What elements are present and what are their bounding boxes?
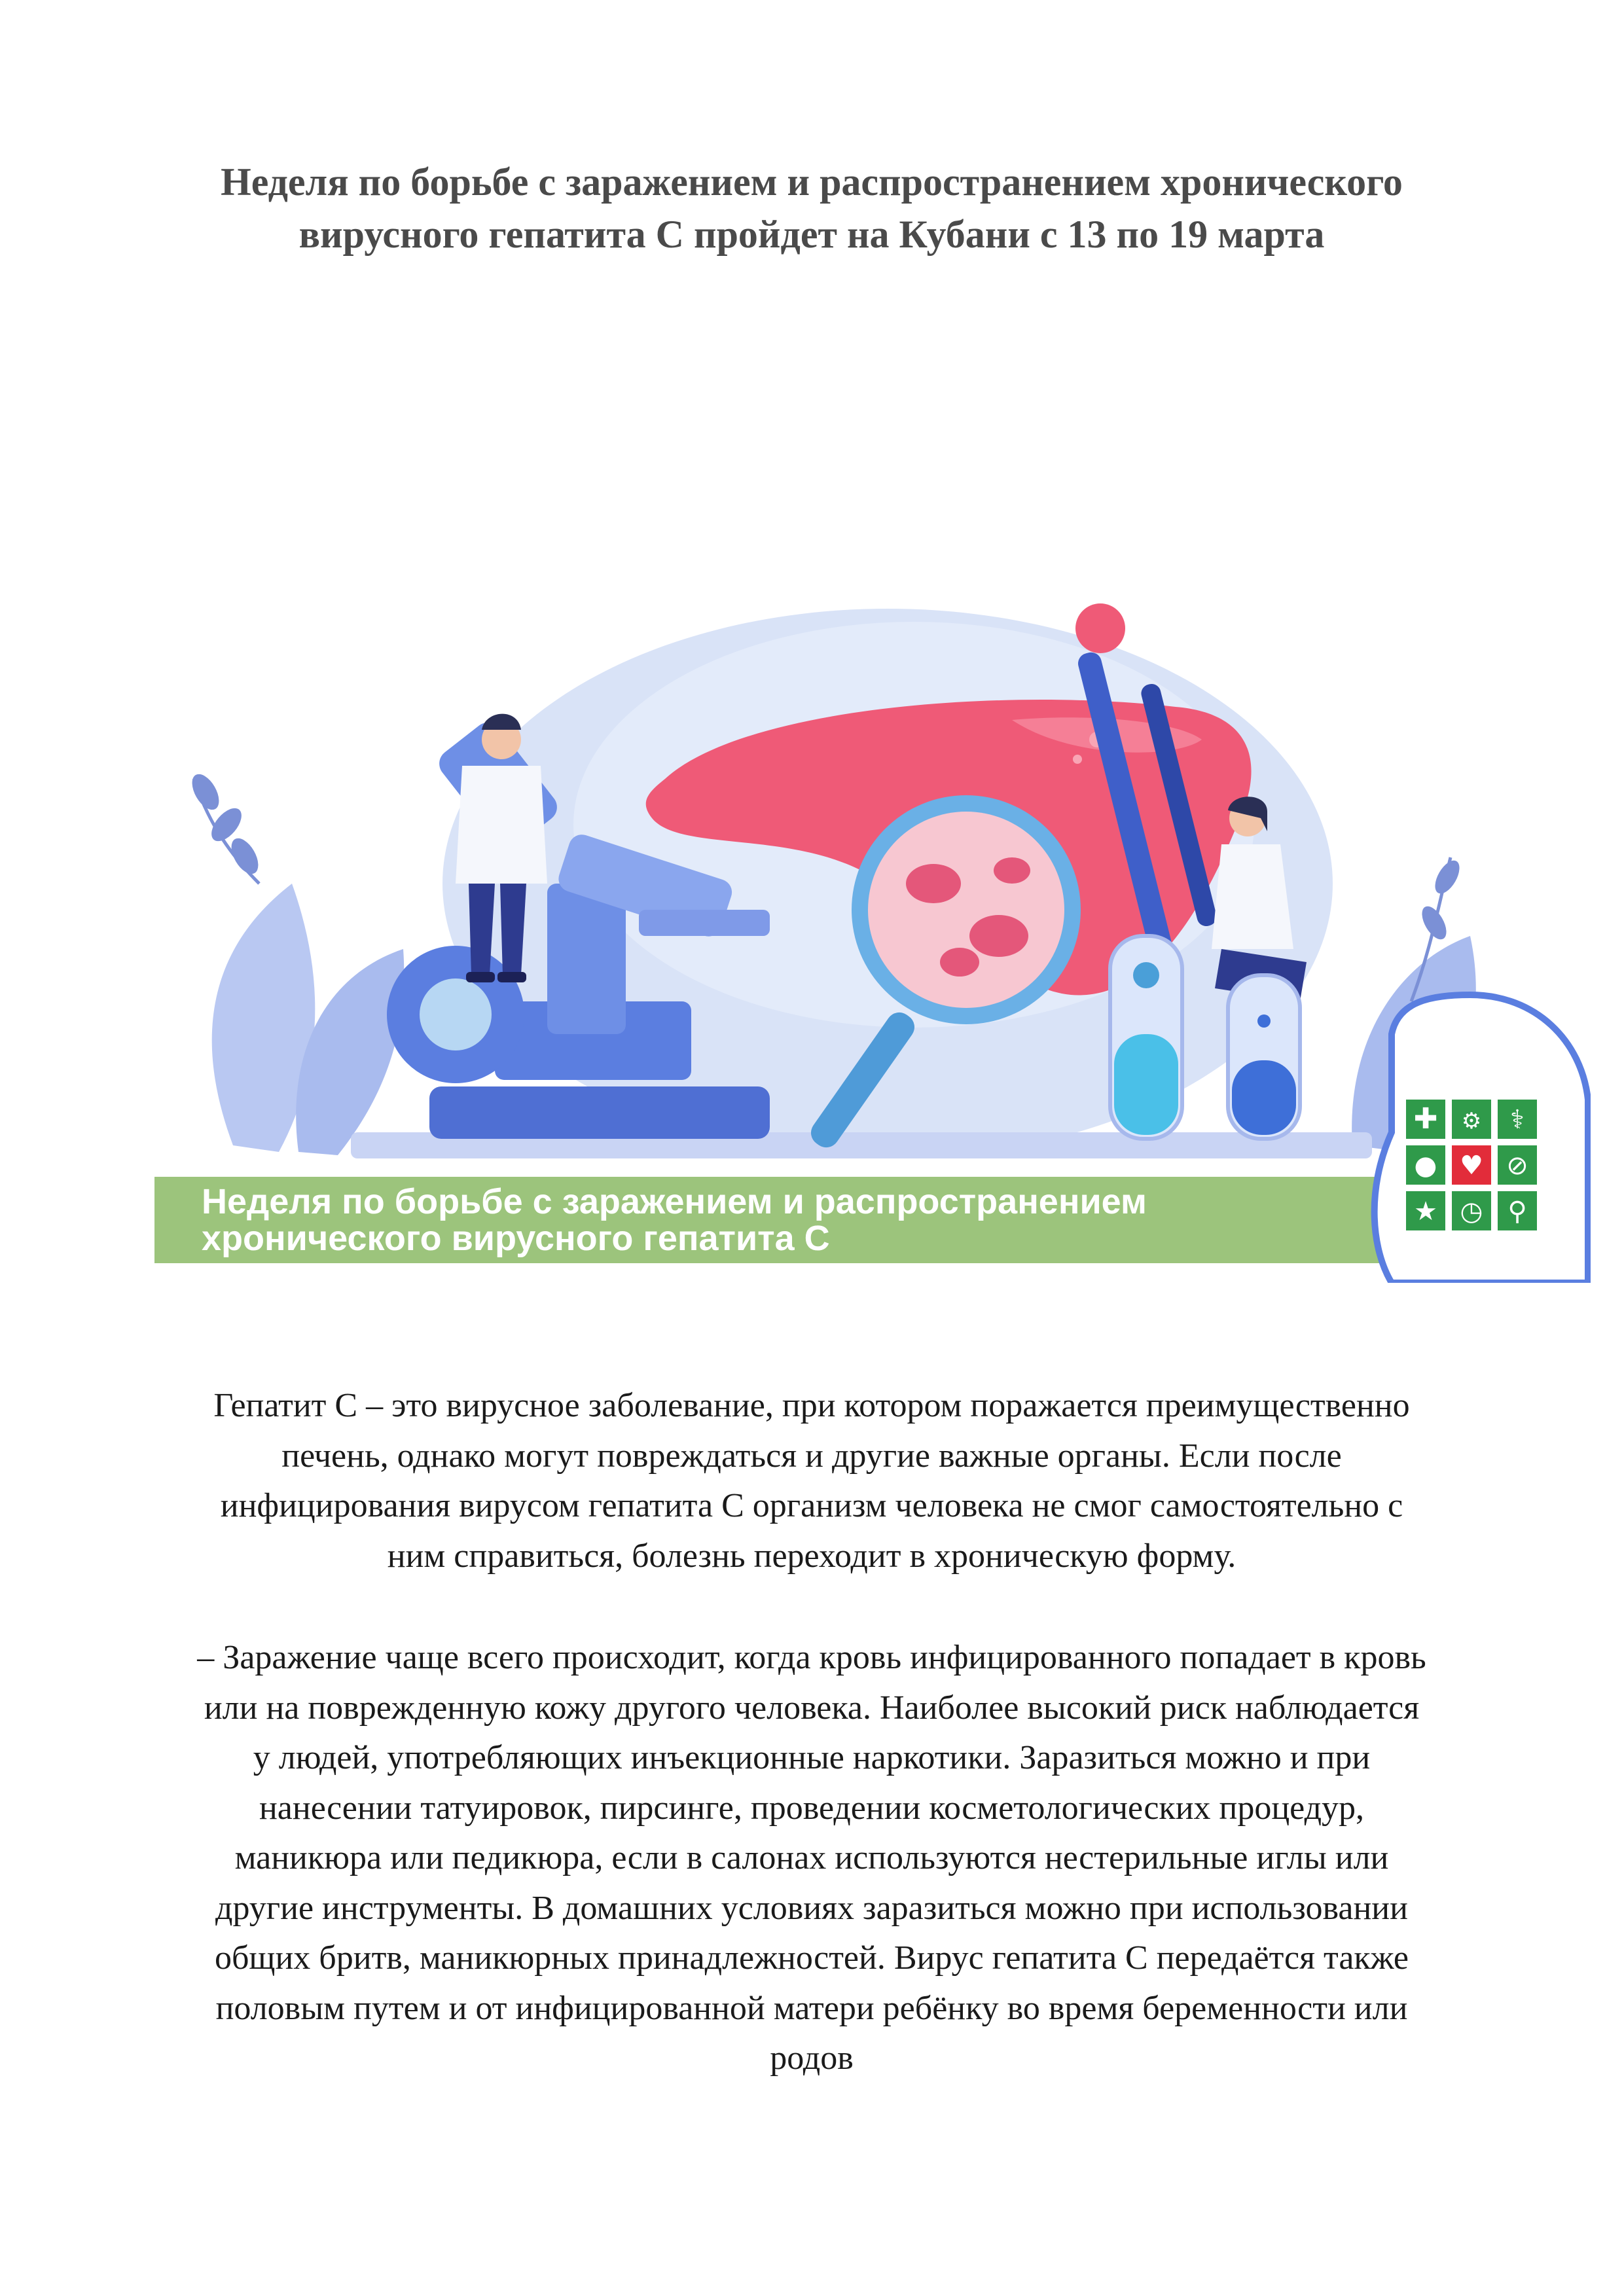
page-title	[164, 156, 1460, 260]
text-line: другие инструменты. В домашних условиях заразиться можно при использовании	[215, 1889, 1408, 1927]
text-line: или на поврежденную кожу другого человека. Наиболее высокий риск наблюдается	[204, 1689, 1420, 1727]
text-line: у людей, употребляющих инъекционные наркотики. Заразиться можно и при	[253, 1739, 1371, 1776]
health-badge	[1375, 995, 1588, 1283]
text-line: ним справиться, болезнь переходит в хроническую форму.	[387, 1537, 1236, 1575]
title-line: вирусного гепатита С пройдет на Кубани с 13 по 19 марта	[298, 213, 1325, 256]
text-line: половым путем и от инфицированной матери ребёнку во время беременности или	[215, 1989, 1408, 2027]
text-line: нанесении татуировок, пирсинге, проведении косметологических процедур,	[259, 1789, 1365, 1827]
alarm-clock-icon: ◷	[1460, 1196, 1483, 1227]
paragraph-intro	[151, 1381, 1473, 1581]
text-line: Гепатит С – это вирусное заболевание, при котором поражается преимущественно	[213, 1387, 1410, 1424]
hepatitis-illustration	[154, 543, 1591, 1283]
text-line: – Заражение чаще всего происходит, когда кровь инфицированного попадает в кровь	[197, 1639, 1426, 1676]
text-line: инфицирования вирусом гепатита С организм человека не смог самостоятельно с	[220, 1487, 1403, 1524]
heart-pulse-icon: ♥	[1460, 1151, 1483, 1181]
banner-line-1: Неделя по борьбе с заражением и распространением	[202, 1182, 1147, 1221]
medical-cross-icon: ✚	[1413, 1102, 1438, 1136]
event-banner	[154, 1177, 1513, 1263]
no-smoking-icon: ⊘	[1506, 1151, 1528, 1181]
paragraph-transmission	[151, 1633, 1473, 2084]
runner-icon: ★	[1414, 1196, 1437, 1227]
magnifier-small-icon: ⚲	[1507, 1196, 1527, 1227]
banner-line-2: хронического вирусного гепатита С	[202, 1219, 830, 1258]
text-line: общих бритв, маникюрных принадлежностей. Вирус гепатита С передаётся также	[214, 1939, 1409, 1977]
title-line: Неделя по борьбе с заражением и распространением хронического	[221, 160, 1403, 204]
text-line: маникюра или педикюра, если в салонах используются нестерильные иглы или	[234, 1839, 1389, 1876]
caduceus-icon: ⚕	[1510, 1105, 1525, 1135]
text-line: родов	[770, 2039, 854, 2077]
apple-icon: ●	[1414, 1151, 1437, 1181]
text-line: печень, однако могут повреждаться и другие важные органы. Если после	[281, 1437, 1342, 1475]
bicycle-icon: ⚙	[1461, 1108, 1482, 1134]
leaves-left-icon	[187, 770, 404, 1155]
